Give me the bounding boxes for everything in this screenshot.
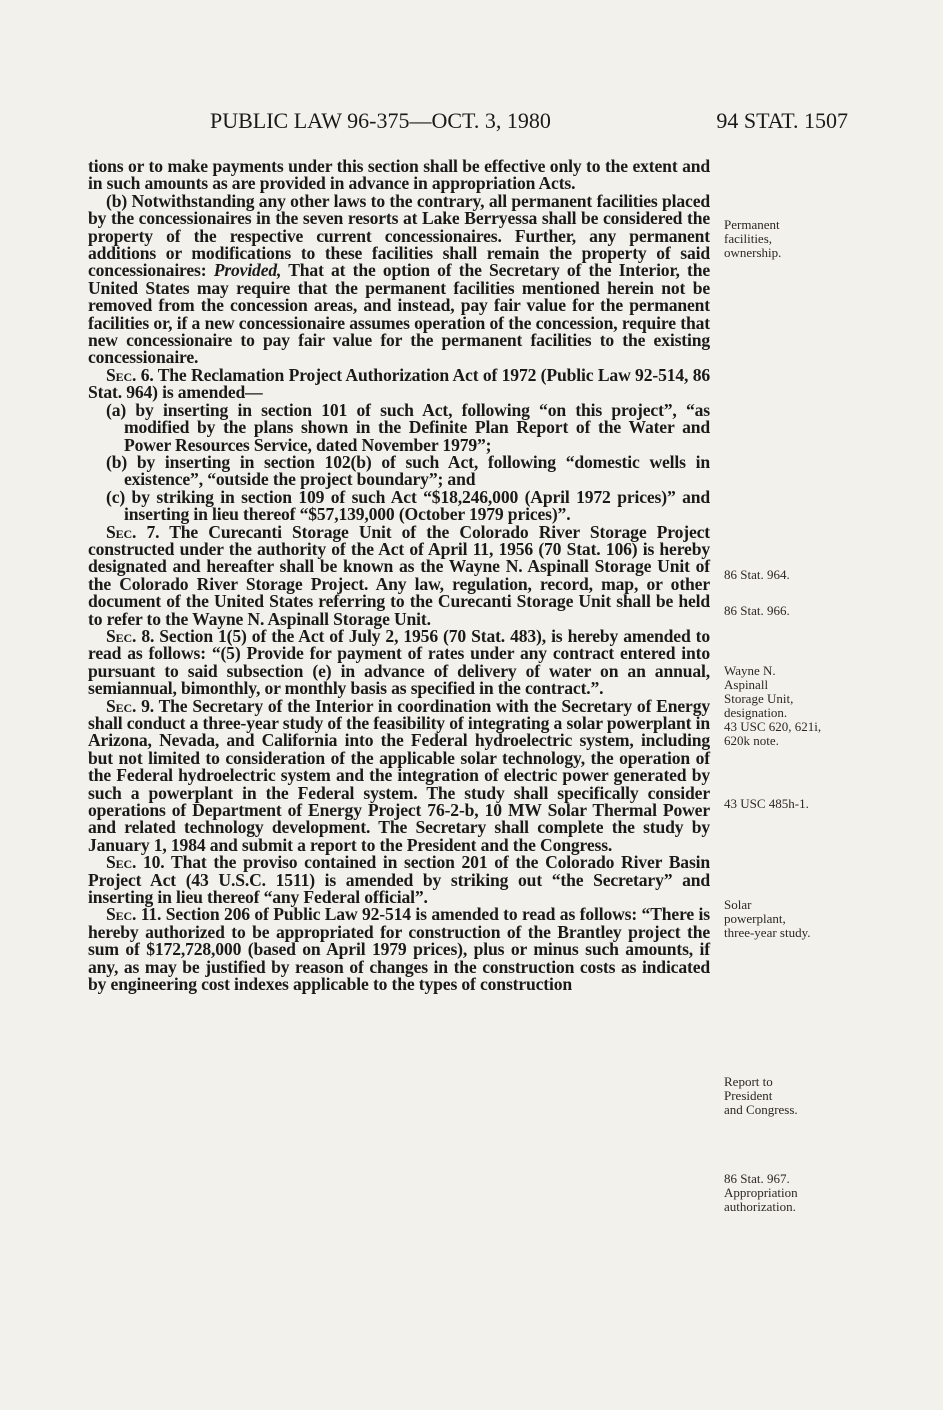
section-6: Sec. 6. The Reclamation Project Authorization Act of 1972 (Public Law 92-514, 86 Stat. 964) is amended—: [88, 364, 710, 403]
margin-note-stat966: 86 Stat. 966.: [724, 603, 790, 618]
page-header: [90, 108, 848, 138]
section-6b: (b) by inserting in section 102(b) of such Act, following “domestic wells in existence”, “outside the project boundary”; and: [106, 451, 710, 490]
margin-note-ownership: Permanent facilities, ownership.: [724, 217, 782, 260]
section-label: Sec. 10.: [106, 852, 165, 873]
margin-note-usc485: 43 USC 485h-1.: [724, 796, 809, 811]
section-label: Sec. 6.: [106, 364, 154, 385]
section-label: Sec. 8.: [106, 625, 155, 646]
section-label: Sec. 9.: [106, 695, 155, 716]
paragraph-continuation: tions or to make payments under this section shall be effective only to the extent and in such amounts as are provided in advance in appropriation Acts.: [88, 156, 710, 194]
section-11: Sec. 11. Section 206 of Public Law 92-514 is amended to read as follows: “There is hereby authorized to be appropriated for construction of the Brantley project the sum of $172,728,000 (based on April 1979 prices), plus or minus such amounts, if any, as may be justified by reason of changes in the construction costs as indicated by engineering cost indexes applicable to the types of construction: [88, 904, 710, 995]
section-10: Sec. 10. That the proviso contained in section 201 of the Colorado River Basin Project Act (43 U.S.C. 1511) is amended by striking out “the Secretary” and inserting in lieu thereof “any Federal official”.: [88, 852, 711, 908]
section-7: Sec. 7. The Curecanti Storage Unit of the Colorado River Storage Project constructed under the authority of the Act of April 11, 1956 (70 Stat. 106) is hereby designated and hereafter shall be known as the Wayne N. Aspinall Storage Unit of the Colorado River Storage Project. Any law, regulation, record, map, or other document of the United States referring to the Curecanti Storage Unit shall be held to refer to the Wayne N. Aspinall Storage Unit.: [88, 521, 710, 629]
law-text: [88, 158, 710, 994]
statute-page-number: 94 STAT. 1507: [716, 108, 848, 133]
margin-note-stat964: 86 Stat. 964.: [724, 567, 790, 582]
margin-note-aspinall: Wayne N. Aspinall Storage Unit, designation. 43 USC 620, 621i, 620k note.: [724, 663, 822, 748]
paragraph-b: (b) Notwithstanding any other laws to the contrary, all permanent facilities placed by the concessionaires in the seven resorts at Lake Berryessa shall be considered the property of the respective current concessionaires. Further, any permanent additions or modifications to these facilities shall remain the property of said concessionaires: Provided, That at the option of the Secretary of the Interior, the United States may require that the permanent facilities mentioned herein not be removed from the concession areas, and instead, pay fair value for the permanent facilities or, if a new concessionaire assumes operation of the concession, require that new concessionaire to pay fair value for the permanent facilities to the existing concessionaire.: [88, 190, 710, 368]
section-9: Sec. 9. The Secretary of the Interior in coordination with the Secretary of Energy shall conduct a three-year study of the feasibility of integrating a solar powerplant in Arizona, Nevada, and California into the Federal hydroelectric system, including but not limited to consideration of the applicable solar technology, the operation of the Federal hydroelectric system and the integration of electric power generated by such a powerplant in the Federal system. The study shall specifically consider operations of Department of Energy Project 76-2-b, 10 MW Solar Thermal Power and related technology development. The Secretary shall complete the study by January 1, 1984 and submit a report to the President and the Congress.: [88, 695, 710, 855]
section-6a: (a) by inserting in section 101 of such Act, following “on this project”, “as modified by the plans shown in the Definite Plan Report of the Water and Power Resources Service, dated November 1979”;: [106, 399, 710, 455]
section-8: Sec. 8. Section 1(5) of the Act of July 2, 1956 (70 Stat. 483), is hereby amended to read as follows: “(5) Provide for payment of rates under any contract entered into pursuant to said subsection (e) in advance of delivery of water on an annual, semiannual, bimonthly, or monthly basis as specified in the contract.”.: [88, 625, 710, 699]
section-label: Sec. 7.: [106, 521, 160, 542]
running-title: PUBLIC LAW 96-375—OCT. 3, 1980: [210, 108, 551, 133]
section-label: Sec. 11.: [106, 904, 162, 925]
margin-note-stat967: 86 Stat. 967. Appropriation authorization.: [724, 1171, 798, 1214]
section-6c: (c) by striking in section 109 of such Act “$18,246,000 (April 1972 prices)” and inserting in lieu thereof “$57,139,000 (October 1979 prices)”.: [106, 486, 710, 525]
margin-note-solar: Solar powerplant, three-year study.: [724, 897, 811, 940]
margin-note-report: Report to President and Congress.: [724, 1074, 798, 1117]
provided-italic: Provided,: [213, 260, 282, 281]
